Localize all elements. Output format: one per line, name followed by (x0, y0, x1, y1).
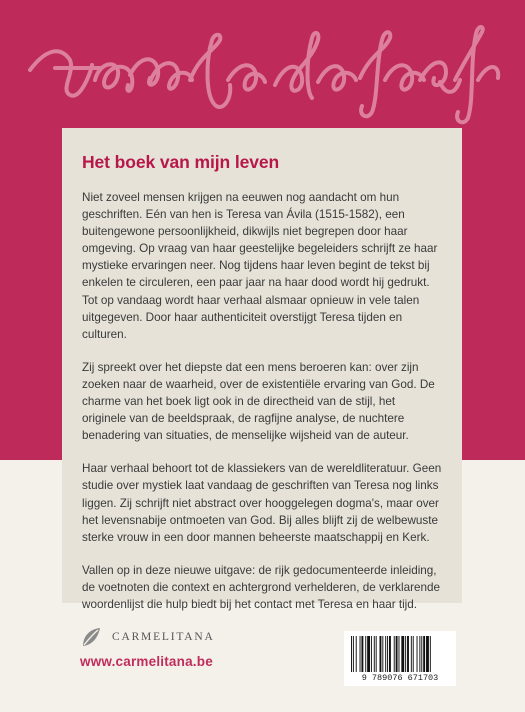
blurb-paragraph-3: Haar verhaal behoort tot de klassiekers van de wereldliteratuur. Geen studie over mystiek laat vandaag de geschriften van Teresa nog links liggen. Zij schrijft niet abstract over hooggelegen dogma's, maar over het levensnabije ontmoeten van God. Bij alles blijft zij de welbewuste sterke vrouw in een door mannen beheerste maatschappij en Kerk. (82, 462, 442, 544)
book-title: Het boek van mijn leven (82, 152, 280, 172)
publisher-website[interactable]: www.carmelitana.be (80, 654, 213, 669)
isbn-number: 9 789076 671703 (361, 673, 439, 683)
isbn-barcode (344, 631, 456, 686)
blurb-paragraph-1: Niet zoveel mensen krijgen na eeuwen nog aandacht om hun geschriften. Eén van hen is Teresa van Ávila (1515-1582), een buitengewone persoonlijkheid, dikwijls niet begrepen door haar omgeving. Op vraag van haar geestelijke begeleiders schrijft ze haar mystieke ervaringen neer. Nog tijdens haar leven begint de tekst bij enkelen te circuleren, een paar jaar na haar dood wordt hij gedrukt. Tot op vandaag wordt haar verhaal alsmaar opnieuw in vele talen uitgegeven. Door haar authenticiteit overstijgt Teresa tijden en culturen. (82, 191, 438, 341)
blurb-paragraph-4: Vallen op in deze nieuwe uitgave: de rijk gedocumenteerde inleiding, de voetnoten die context en achtergrond verhelderen, de verklarende woordenlijst die hulp biedt bij het contact met Teresa en haar tijd. (82, 563, 441, 611)
publisher-block (80, 626, 300, 686)
blurb-panel (62, 128, 462, 611)
barcode-bars (351, 636, 449, 672)
carmelitana-leaf-icon (80, 626, 102, 648)
handwritten-signature-watermark (0, 0, 525, 130)
blurb-paragraph-2: Zij spreekt over het diepste dat een mens beroeren kan: over zijn zoeken naar de waarheid, over de existentiële ervaring van God. De charme van het boek ligt ook in de directheid van de stijl, het originele van de beeldspraak, de ragfijne analyse, de nuchtere benadering van situaties, de menselijke wijsheid van de auteur. (82, 360, 435, 443)
publisher-name: CARMELITANA (112, 631, 215, 643)
